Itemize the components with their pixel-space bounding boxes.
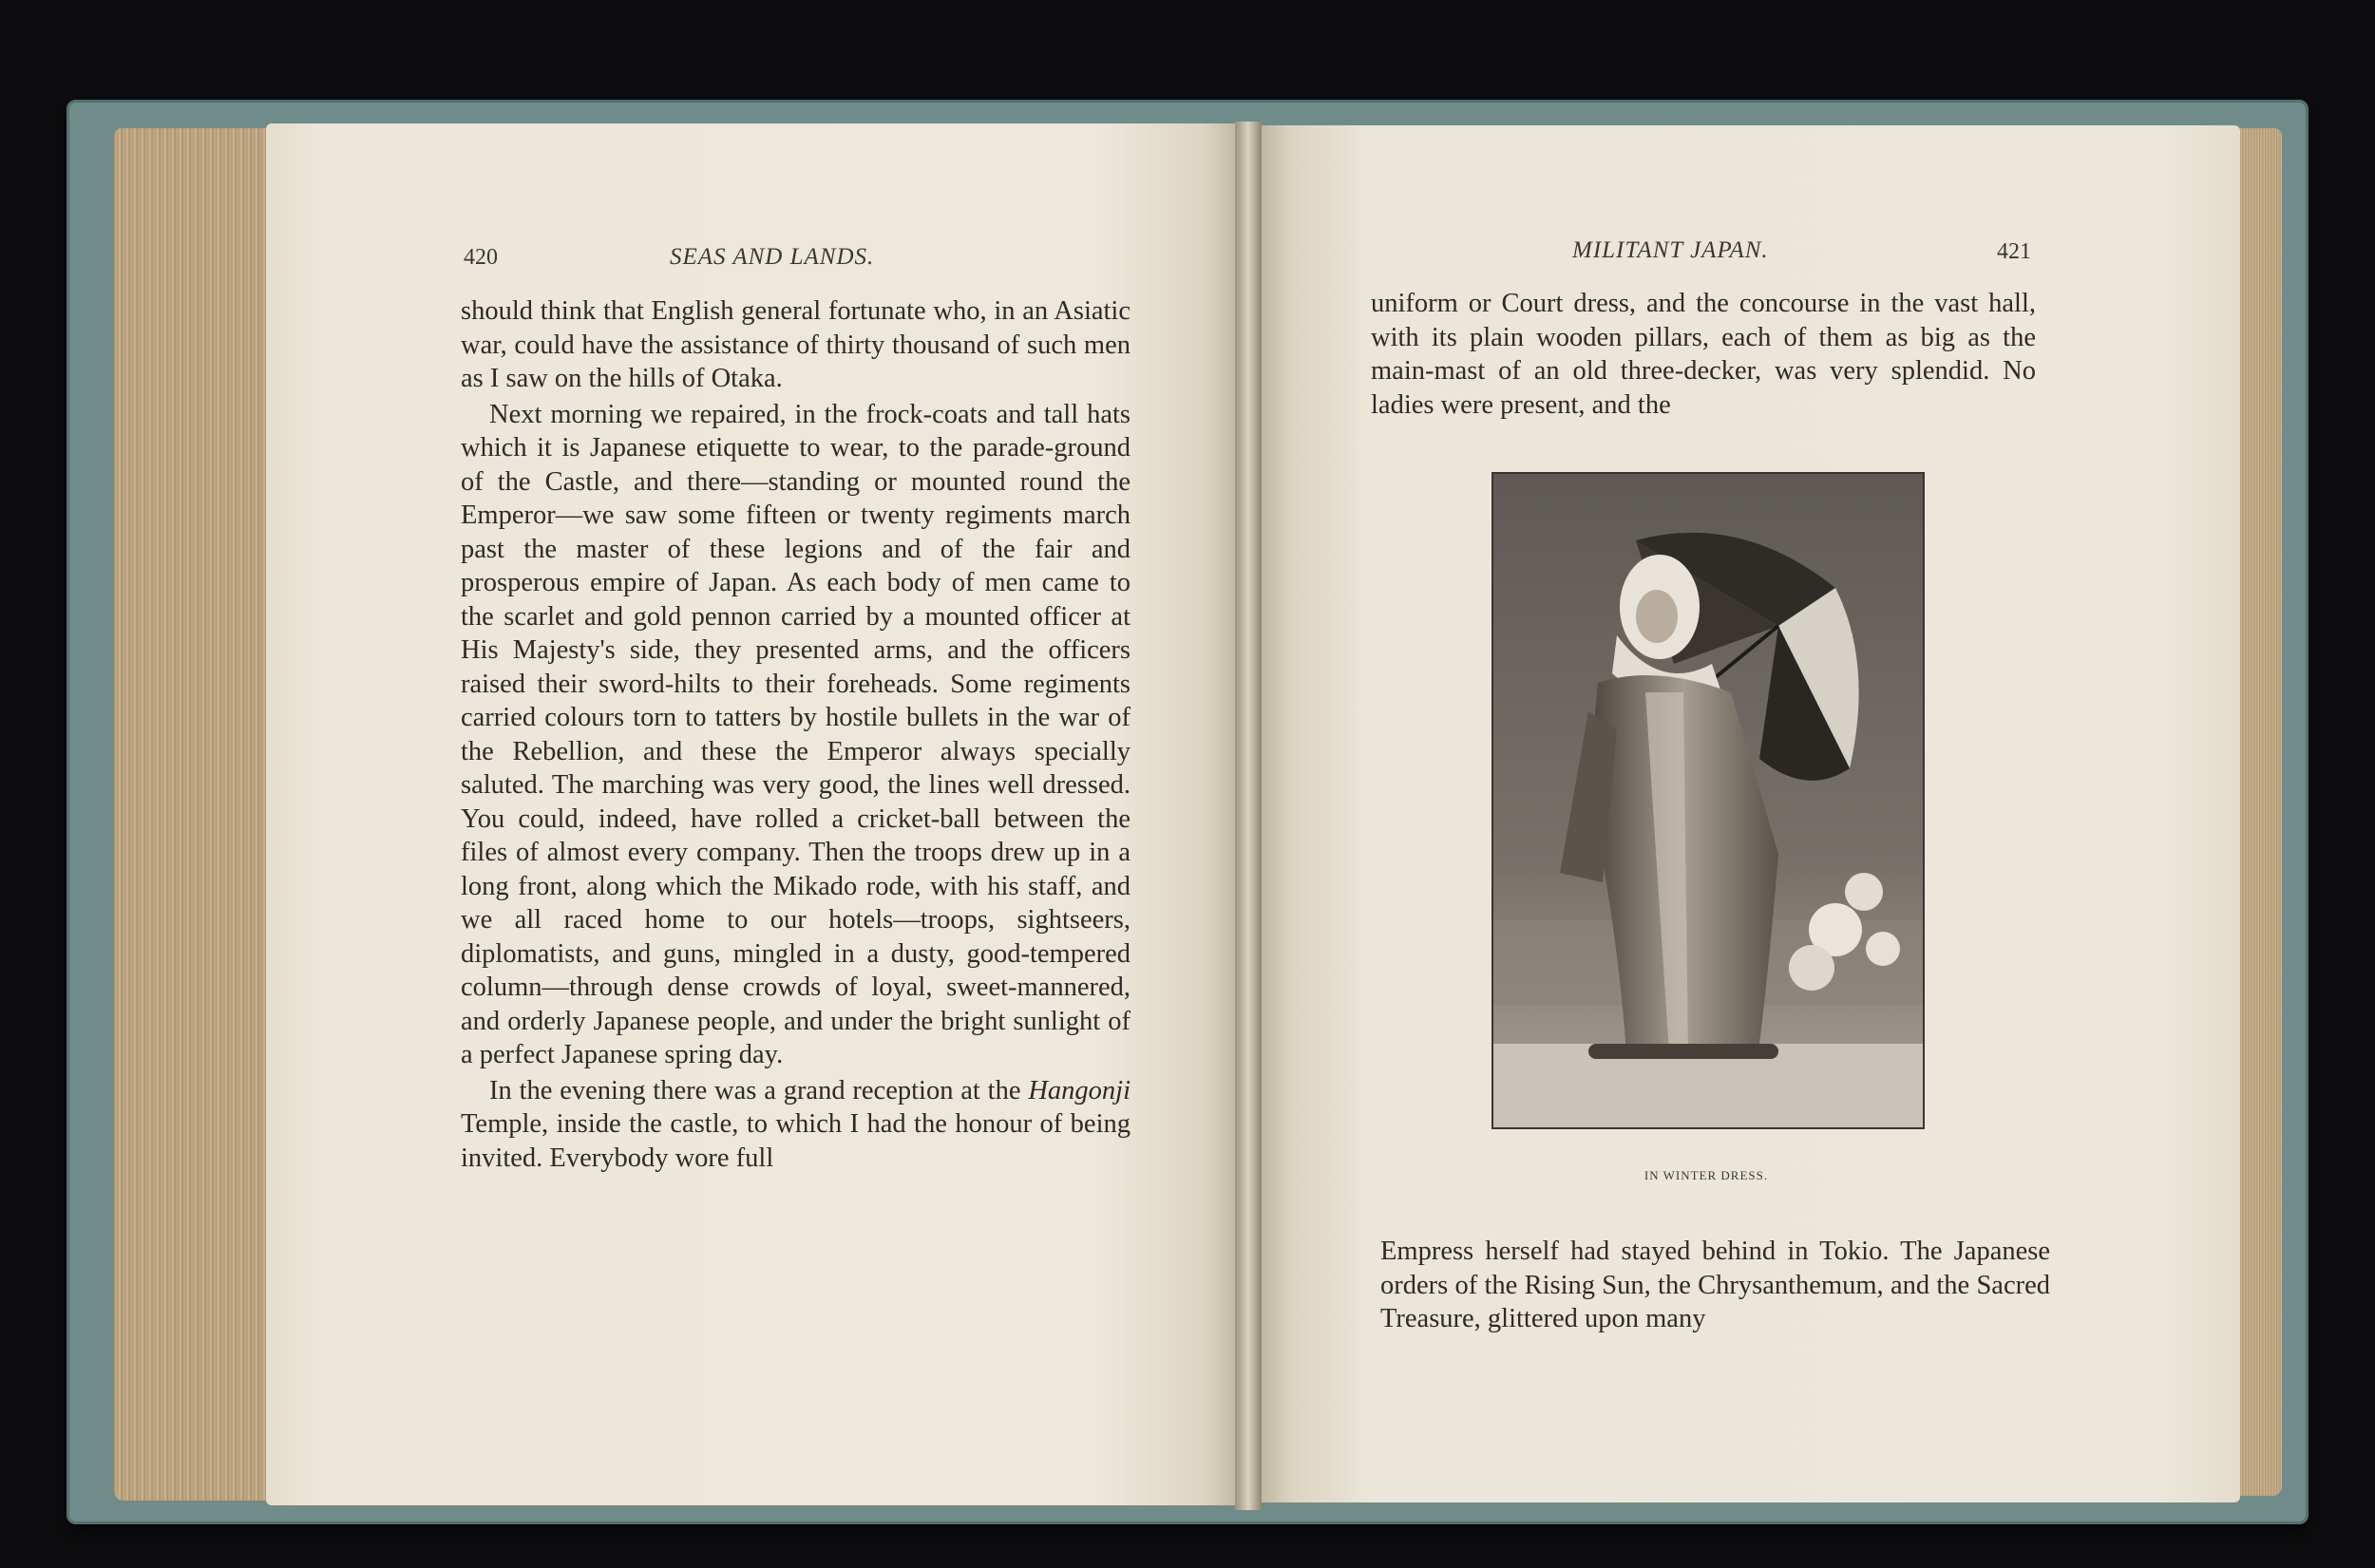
left-body-text (461, 294, 1130, 1175)
illustration-woman-with-parasol (1492, 472, 1925, 1129)
right-page-number: 421 (1997, 239, 2031, 264)
left-page-number: 420 (464, 245, 498, 270)
right-running-head: MILITANT JAPAN. (1572, 237, 1769, 263)
italic-term: Hangonji (1028, 1075, 1131, 1105)
paragraph-2: Next morning we repaired, in the frock-coats and tall hats which it is Japanese etiquette to wear, to the parade-ground of the Castle, and there—standing or mounted round the Emperor—we saw some fifteen or twenty regiments march past the master of these legions and of the fair and prosperous empire of Japan. As each body of men came to the scarlet and gold pennon carried by a mounted officer at His Majesty's side, they presented arms, and the officers raised their sword-hilts to their foreheads. Some regiments carried colours torn to tatters by hostile bullets in the war of the Rebellion, and these the Emperor always specially saluted. The marching was very good, the lines well dressed. You could, indeed, have rolled a cricket-ball between the files of almost every company. Then the troops drew up in a long front, along which the Mikado rode, with his staff, and we all raced home to our hotels—troops, sightseers, diplomatists, and guns, mingled in a dusty, good-tempered column—through dense crowds of loyal, sweet-mannered, and orderly Japanese people, and under the bright sunlight of a perfect Japanese spring day. (461, 399, 1130, 1069)
book-gutter (1235, 122, 1262, 1510)
right-bottom-text: Empress herself had stayed behind in Tokio. The Japanese orders of the Rising Sun, the Chrysanthemum, and the Sacred Treasure, glittered upon many (1380, 1237, 2050, 1333)
illustration-caption: IN WINTER DRESS. (1644, 1168, 1769, 1182)
page-edges-left (114, 128, 276, 1501)
right-top-text: uniform or Court dress, and the concourse in the vast hall, with its plain wooden pillars, each of them as big as the main-mast of an old three-decker, was very splendid. No ladies were present, and the (1371, 289, 2036, 420)
paragraph-3: In the evening there was a grand reception at the Hangonji Temple, inside the castle, to which I had the honour of being invited. Everybody wore full (461, 1075, 1131, 1173)
paragraph-1: should think that English general fortunate who, in an Asiatic war, could have the assistance of thirty thousand of such men as I saw on the hills of Otaka. (461, 296, 1130, 393)
left-running-head: SEAS AND LANDS. (670, 244, 875, 270)
